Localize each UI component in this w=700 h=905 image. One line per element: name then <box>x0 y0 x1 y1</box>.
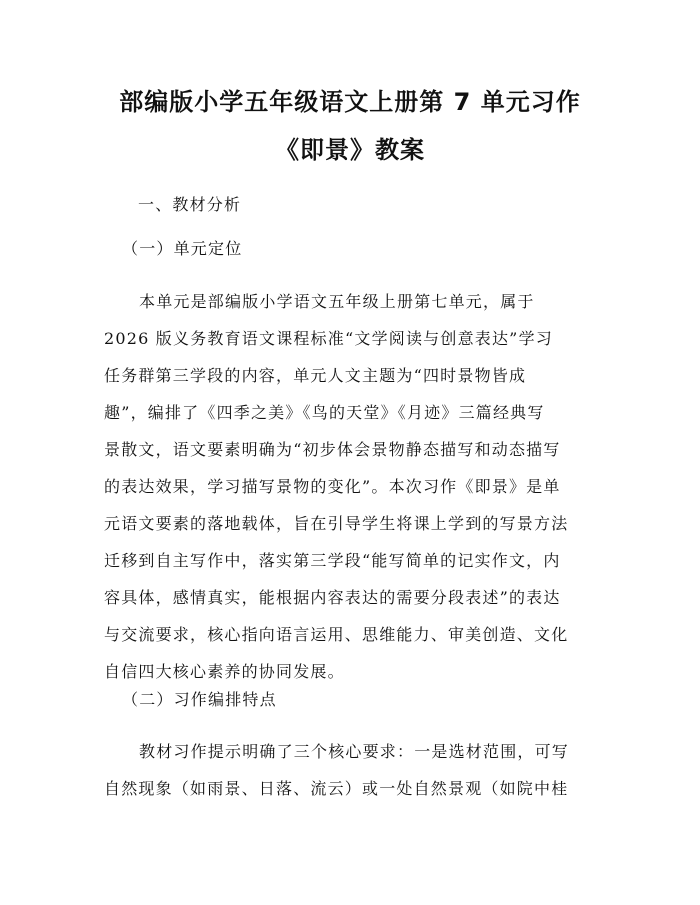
paragraph-line: 自信四大核心素养的协同发展。 <box>104 662 345 681</box>
section-heading-teaching-material-analysis: 一、教材分析 <box>138 195 242 214</box>
paragraph-writing-arrangement <box>104 733 598 807</box>
paragraph-line: 任务群第三学段的内容，单元人文主题为“四时景物皆成 <box>104 366 527 385</box>
document-title-line1: 部编版小学五年级语文上册第 7 单元习作 <box>119 88 581 116</box>
subsection-heading-writing-arrangement: （二）习作编排特点 <box>122 690 277 709</box>
subsection-heading-unit-positioning: （一）单元定位 <box>122 239 243 258</box>
document-title-line2: 《即景》教案 <box>275 136 425 164</box>
paragraph-line: 容具体，感情真实，能根据内容表达的需要分段表述”的表达 <box>104 588 561 607</box>
paragraph-line: 元语文要素的落地载体，旨在引导学生将课上学到的写景方法 <box>104 514 569 533</box>
paragraph-line: 自然现象（如雨景、日落、流云）或一处自然景观（如院中桂 <box>104 779 569 798</box>
paragraph-line: 迁移到自主写作中，落实第三学段“能写简单的记实作文，内 <box>104 551 561 570</box>
paragraph-line: 的表达效果，学习描写景物的变化”。本次习作《即景》是单 <box>104 477 561 496</box>
paragraph-line: 教材习作提示明确了三个核心要求：一是选材范围，可写 <box>139 742 570 761</box>
paragraph-line: 本单元是部编版小学语文五年级上册第七单元，属于 <box>139 292 535 311</box>
paragraph-line: 2026 版义务教育语文课程标准“文学阅读与创意表达”学习 <box>104 329 553 348</box>
paragraph-line: 趣”，编排了《四季之美》《鸟的天堂》《月迹》三篇经典写 <box>104 403 545 422</box>
paragraph-unit-positioning <box>104 283 598 690</box>
paragraph-line: 景散文，语文要素明确为“初步体会景物静态描写和动态描写 <box>104 440 561 459</box>
paragraph-line: 与交流要求，核心指向语言运用、思维能力、审美创造、文化 <box>104 625 569 644</box>
